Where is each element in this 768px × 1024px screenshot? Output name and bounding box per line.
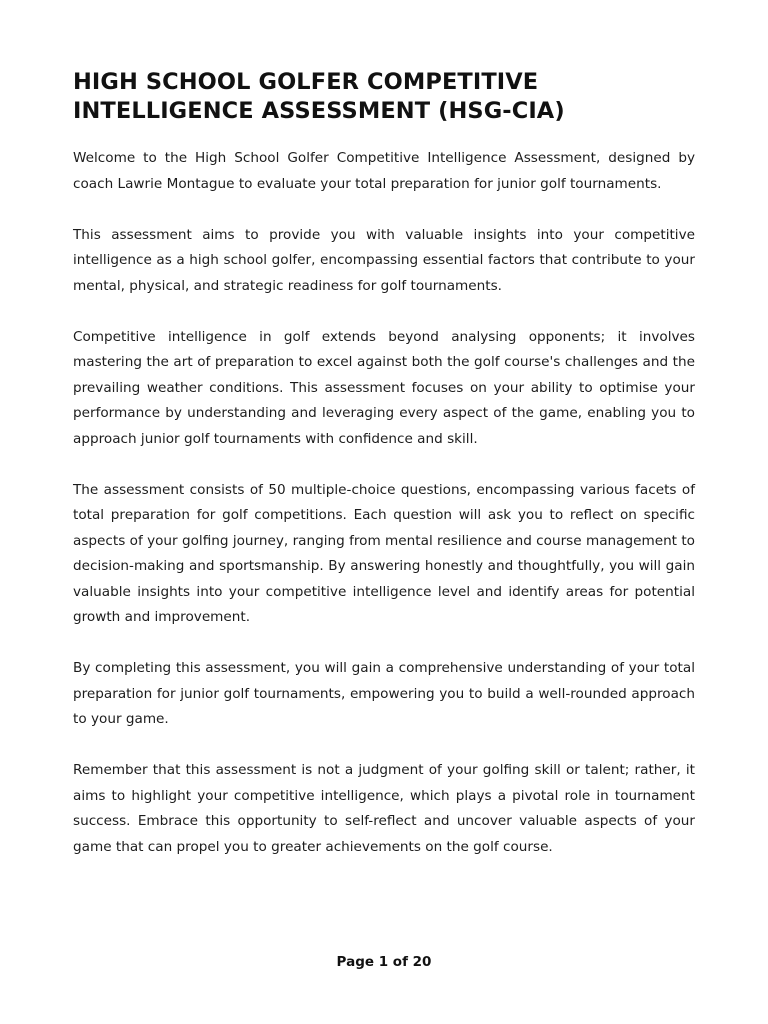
paragraph-aims: This assessment aims to provide you with valuable insights into your competitive intelligence as a high school golfer, encompassing essential factors that contribute to your mental, physical, and strategic readiness for golf tournaments. bbox=[73, 226, 695, 294]
paragraph-reminder: Remember that this assessment is not a judgment of your golfing skill or talent; rather, it aims to highlight your competitive intelligence, which plays a pivotal role in tournament success. Embrace this opportunity to self-reflect and uncover valuable aspects of your game that can propel you to greater achievements on the golf course. bbox=[73, 762, 695, 855]
document-title: HIGH SCHOOL GOLFER COMPETITIVE INTELLIGENCE ASSESSMENT (HSG-CIA) bbox=[73, 69, 565, 124]
page-number: Page 1 of 20 bbox=[336, 954, 432, 970]
document-body bbox=[73, 146, 695, 886]
paragraph-competitive-intelligence: Competitive intelligence in golf extends beyond analysing opponents; it involves mastering the art of preparation to excel against both the golf course's challenges and the prevailing weather conditions. This assessment focuses on your ability to optimise your performance by understanding and leveraging every aspect of the game, enabling you to approach junior golf tournaments with confidence and skill. bbox=[73, 328, 695, 447]
paragraph-welcome: Welcome to the High School Golfer Competitive Intelligence Assessment, designed by coach Lawrie Montague to evaluate your total preparation for junior golf tournaments. bbox=[73, 150, 695, 192]
paragraph-assessment-structure: The assessment consists of 50 multiple-choice questions, encompassing various facets of total preparation for golf competitions. Each question will ask you to reflect on specific aspects of your golfing journey, ranging from mental resilience and course management to decision-making and sportsmanship. By answering honestly and thoughtfully, you will gain valuable insights into your competitive intelligence level and identify areas for potential growth and improvement. bbox=[73, 481, 695, 625]
paragraph-completion: By completing this assessment, you will gain a comprehensive understanding of your total preparation for junior golf tournaments, empowering you to build a well-rounded approach to your game. bbox=[73, 660, 695, 727]
